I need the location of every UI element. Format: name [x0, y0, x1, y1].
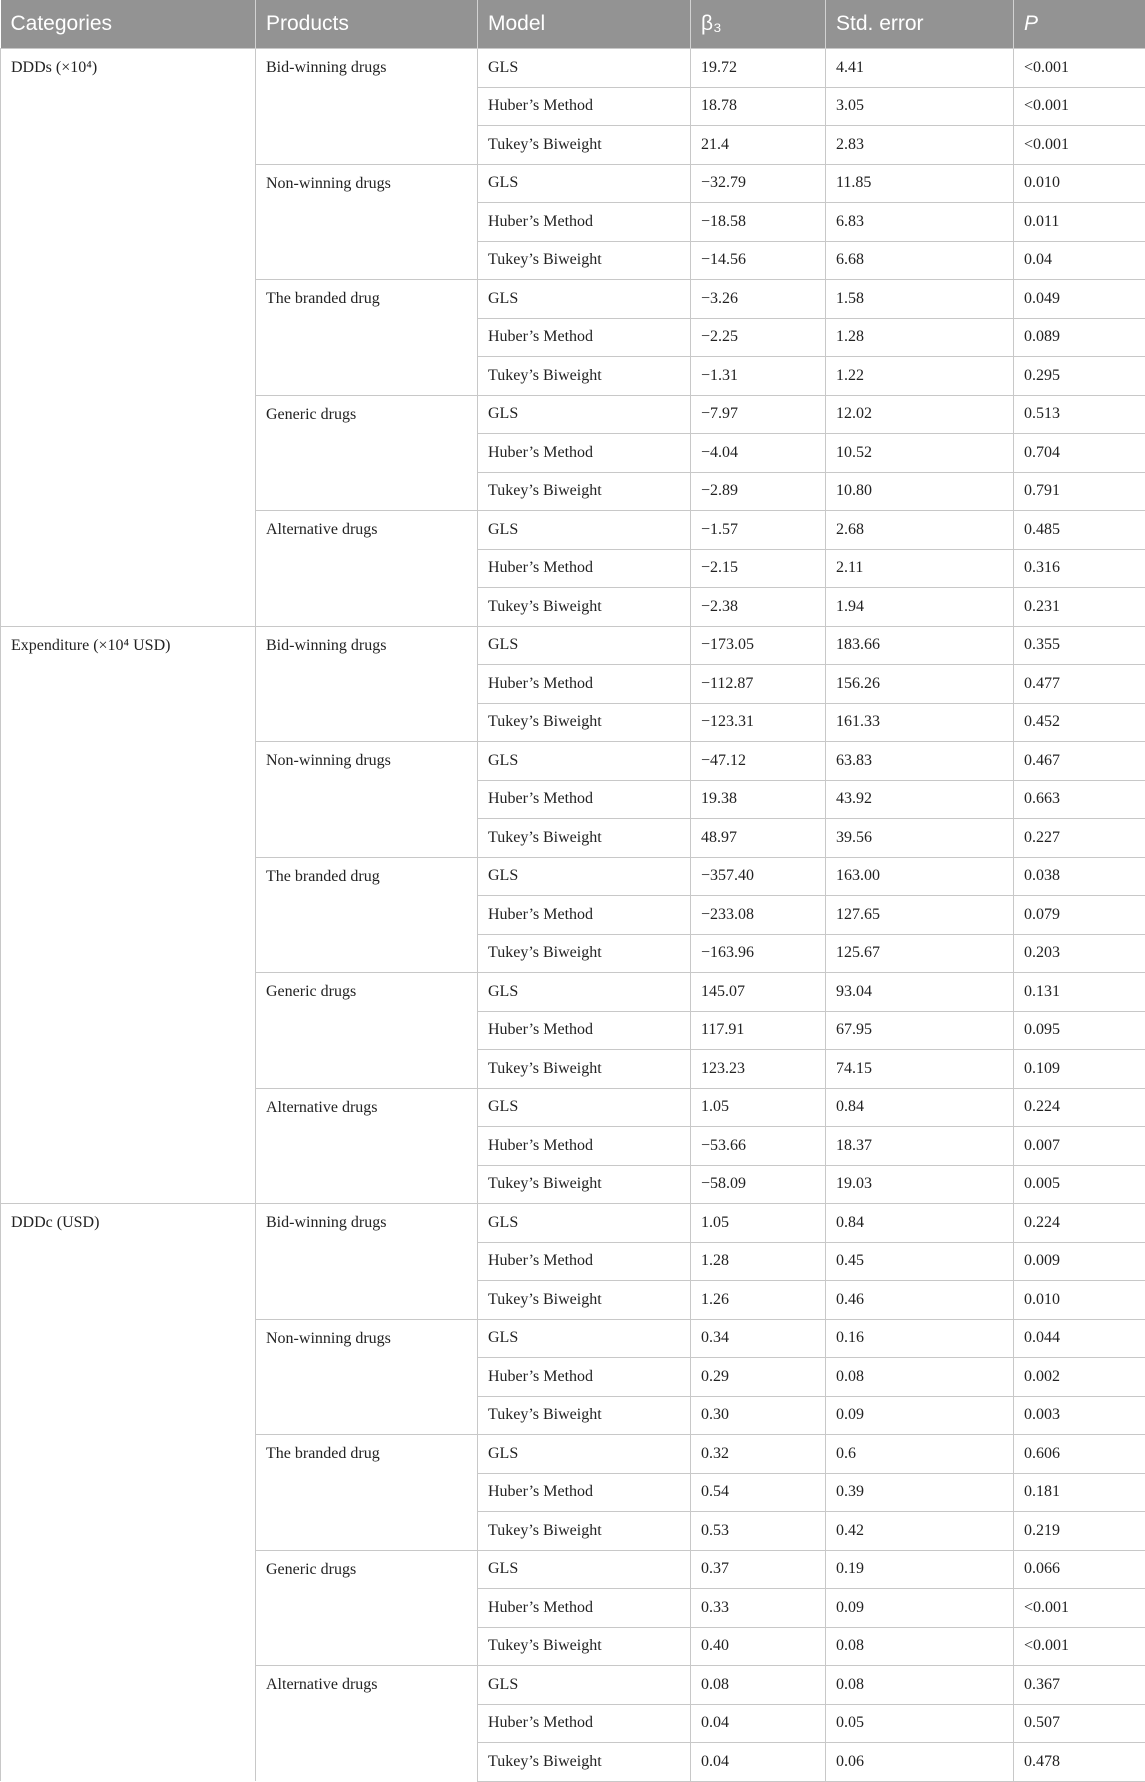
std-error-cell: 0.19: [826, 1550, 1014, 1589]
model-cell: Huber’s Method: [478, 87, 691, 126]
p-value-cell: 0.010: [1014, 1281, 1145, 1320]
p-value-cell: 0.04: [1014, 241, 1145, 280]
beta-cell: −2.38: [691, 588, 826, 627]
beta-cell: 0.29: [691, 1358, 826, 1397]
beta-cell: 1.28: [691, 1242, 826, 1281]
model-cell: GLS: [478, 1204, 691, 1243]
std-error-cell: 10.52: [826, 434, 1014, 473]
header-std-error: Std. error: [826, 0, 1014, 49]
std-error-cell: 0.6: [826, 1435, 1014, 1474]
std-error-cell: 18.37: [826, 1127, 1014, 1166]
p-value-cell: 0.224: [1014, 1088, 1145, 1127]
p-value-cell: 0.507: [1014, 1704, 1145, 1743]
std-error-cell: 163.00: [826, 857, 1014, 896]
product-cell: The branded drug: [256, 280, 478, 396]
model-cell: Tukey’s Biweight: [478, 1165, 691, 1204]
product-cell: Generic drugs: [256, 1550, 478, 1666]
beta-cell: 0.08: [691, 1666, 826, 1705]
p-value-cell: 0.513: [1014, 395, 1145, 434]
beta-cell: −53.66: [691, 1127, 826, 1166]
beta-cell: 0.54: [691, 1473, 826, 1512]
category-cell: Expenditure (×10⁴ USD): [1, 626, 256, 1204]
std-error-cell: 6.68: [826, 241, 1014, 280]
beta-cell: 21.4: [691, 126, 826, 165]
std-error-cell: 0.09: [826, 1396, 1014, 1435]
p-value-cell: <0.001: [1014, 1627, 1145, 1666]
model-cell: Huber’s Method: [478, 1704, 691, 1743]
model-cell: GLS: [478, 973, 691, 1012]
p-value-cell: 0.219: [1014, 1512, 1145, 1551]
std-error-cell: 19.03: [826, 1165, 1014, 1204]
std-error-cell: 1.94: [826, 588, 1014, 627]
product-cell: Non-winning drugs: [256, 164, 478, 280]
std-error-cell: 127.65: [826, 896, 1014, 935]
std-error-cell: 2.68: [826, 511, 1014, 550]
beta-cell: 18.78: [691, 87, 826, 126]
model-cell: GLS: [478, 1550, 691, 1589]
std-error-cell: 67.95: [826, 1011, 1014, 1050]
model-cell: Tukey’s Biweight: [478, 703, 691, 742]
p-value-cell: 0.477: [1014, 665, 1145, 704]
model-cell: Huber’s Method: [478, 1589, 691, 1628]
beta-cell: 48.97: [691, 819, 826, 858]
beta-cell: −7.97: [691, 395, 826, 434]
header-p-value: P: [1014, 0, 1145, 49]
product-cell: Bid-winning drugs: [256, 1204, 478, 1320]
model-cell: Huber’s Method: [478, 434, 691, 473]
model-cell: GLS: [478, 857, 691, 896]
p-value-cell: 0.452: [1014, 703, 1145, 742]
std-error-cell: 0.16: [826, 1319, 1014, 1358]
model-cell: Huber’s Method: [478, 896, 691, 935]
std-error-cell: 0.45: [826, 1242, 1014, 1281]
std-error-cell: 12.02: [826, 395, 1014, 434]
beta-cell: −163.96: [691, 934, 826, 973]
p-value-cell: 0.704: [1014, 434, 1145, 473]
p-value-cell: 0.005: [1014, 1165, 1145, 1204]
product-cell: Bid-winning drugs: [256, 49, 478, 165]
product-cell: Non-winning drugs: [256, 742, 478, 858]
p-value-cell: <0.001: [1014, 1589, 1145, 1628]
std-error-cell: 0.42: [826, 1512, 1014, 1551]
table-header: [1, 0, 1145, 49]
std-error-cell: 74.15: [826, 1050, 1014, 1089]
p-value-cell: 0.485: [1014, 511, 1145, 550]
std-error-cell: 156.26: [826, 665, 1014, 704]
beta-cell: 1.26: [691, 1281, 826, 1320]
beta-cell: −3.26: [691, 280, 826, 319]
beta-cell: 117.91: [691, 1011, 826, 1050]
beta-cell: −58.09: [691, 1165, 826, 1204]
product-cell: The branded drug: [256, 1435, 478, 1551]
model-cell: Huber’s Method: [478, 1011, 691, 1050]
beta-cell: 0.37: [691, 1550, 826, 1589]
p-value-cell: 0.467: [1014, 742, 1145, 781]
std-error-cell: 161.33: [826, 703, 1014, 742]
model-cell: GLS: [478, 626, 691, 665]
p-value-cell: 0.478: [1014, 1743, 1145, 1782]
model-cell: Tukey’s Biweight: [478, 934, 691, 973]
beta-cell: −14.56: [691, 241, 826, 280]
beta-cell: 0.34: [691, 1319, 826, 1358]
beta-cell: 0.04: [691, 1704, 826, 1743]
std-error-cell: 39.56: [826, 819, 1014, 858]
model-cell: Tukey’s Biweight: [478, 1743, 691, 1782]
product-cell: Non-winning drugs: [256, 1319, 478, 1435]
std-error-cell: 0.06: [826, 1743, 1014, 1782]
beta-cell: 19.72: [691, 49, 826, 88]
std-error-cell: 0.46: [826, 1281, 1014, 1320]
beta-cell: 0.04: [691, 1743, 826, 1782]
model-cell: Tukey’s Biweight: [478, 1627, 691, 1666]
p-value-cell: 0.181: [1014, 1473, 1145, 1512]
model-cell: Huber’s Method: [478, 665, 691, 704]
p-value-cell: 0.010: [1014, 164, 1145, 203]
model-cell: Tukey’s Biweight: [478, 588, 691, 627]
p-value-cell: 0.079: [1014, 896, 1145, 935]
beta-cell: 0.53: [691, 1512, 826, 1551]
std-error-cell: 183.66: [826, 626, 1014, 665]
model-cell: Huber’s Method: [478, 318, 691, 357]
std-error-cell: 2.83: [826, 126, 1014, 165]
model-cell: Huber’s Method: [478, 1358, 691, 1397]
model-cell: GLS: [478, 395, 691, 434]
product-cell: Bid-winning drugs: [256, 626, 478, 742]
beta-cell: 1.05: [691, 1088, 826, 1127]
beta-cell: −2.89: [691, 472, 826, 511]
product-cell: Generic drugs: [256, 395, 478, 511]
std-error-cell: 0.08: [826, 1666, 1014, 1705]
header-row: [1, 0, 1145, 49]
model-cell: Tukey’s Biweight: [478, 1050, 691, 1089]
std-error-cell: 10.80: [826, 472, 1014, 511]
p-value-cell: 0.231: [1014, 588, 1145, 627]
p-value-cell: 0.316: [1014, 549, 1145, 588]
beta-cell: −123.31: [691, 703, 826, 742]
p-value-cell: 0.044: [1014, 1319, 1145, 1358]
beta-cell: −32.79: [691, 164, 826, 203]
std-error-cell: 93.04: [826, 973, 1014, 1012]
model-cell: Huber’s Method: [478, 780, 691, 819]
p-value-cell: <0.001: [1014, 87, 1145, 126]
category-cell: DDDc (USD): [1, 1204, 256, 1782]
p-value-cell: 0.007: [1014, 1127, 1145, 1166]
p-value-cell: 0.224: [1014, 1204, 1145, 1243]
std-error-cell: 43.92: [826, 780, 1014, 819]
p-value-cell: 0.003: [1014, 1396, 1145, 1435]
p-value-cell: <0.001: [1014, 126, 1145, 165]
model-cell: Tukey’s Biweight: [478, 819, 691, 858]
table-row: [1, 626, 1145, 665]
product-cell: Alternative drugs: [256, 1088, 478, 1204]
product-cell: Alternative drugs: [256, 511, 478, 627]
beta-cell: 1.05: [691, 1204, 826, 1243]
product-cell: The branded drug: [256, 857, 478, 973]
model-cell: GLS: [478, 1088, 691, 1127]
model-cell: Huber’s Method: [478, 203, 691, 242]
category-cell: DDDs (×10⁴): [1, 49, 256, 627]
std-error-cell: 63.83: [826, 742, 1014, 781]
model-cell: GLS: [478, 1666, 691, 1705]
model-cell: Tukey’s Biweight: [478, 1512, 691, 1551]
std-error-cell: 6.83: [826, 203, 1014, 242]
table-row: [1, 1204, 1145, 1243]
model-cell: Tukey’s Biweight: [478, 1281, 691, 1320]
product-cell: Generic drugs: [256, 973, 478, 1089]
std-error-cell: 125.67: [826, 934, 1014, 973]
p-value-cell: 0.295: [1014, 357, 1145, 396]
std-error-cell: 0.08: [826, 1627, 1014, 1666]
p-value-cell: 0.227: [1014, 819, 1145, 858]
beta-cell: −112.87: [691, 665, 826, 704]
header-products: Products: [256, 0, 478, 49]
table-row: [1, 49, 1145, 88]
p-value-cell: 0.355: [1014, 626, 1145, 665]
beta-cell: −2.15: [691, 549, 826, 588]
model-cell: GLS: [478, 49, 691, 88]
beta-cell: −18.58: [691, 203, 826, 242]
beta-cell: 0.33: [691, 1589, 826, 1628]
p-value-cell: 0.203: [1014, 934, 1145, 973]
header-beta: β₃: [691, 0, 826, 49]
table-body: [1, 49, 1145, 1782]
beta-cell: 19.38: [691, 780, 826, 819]
model-cell: Huber’s Method: [478, 1473, 691, 1512]
std-error-cell: 2.11: [826, 549, 1014, 588]
p-value-cell: 0.049: [1014, 280, 1145, 319]
std-error-cell: 11.85: [826, 164, 1014, 203]
beta-cell: −2.25: [691, 318, 826, 357]
p-value-cell: 0.011: [1014, 203, 1145, 242]
std-error-cell: 0.09: [826, 1589, 1014, 1628]
std-error-cell: 1.58: [826, 280, 1014, 319]
p-value-cell: 0.002: [1014, 1358, 1145, 1397]
model-cell: Huber’s Method: [478, 1127, 691, 1166]
beta-cell: −233.08: [691, 896, 826, 935]
model-cell: Huber’s Method: [478, 1242, 691, 1281]
p-value-cell: 0.109: [1014, 1050, 1145, 1089]
header-model: Model: [478, 0, 691, 49]
beta-cell: −357.40: [691, 857, 826, 896]
std-error-cell: 0.84: [826, 1204, 1014, 1243]
model-cell: GLS: [478, 742, 691, 781]
model-cell: Tukey’s Biweight: [478, 472, 691, 511]
p-value-cell: 0.066: [1014, 1550, 1145, 1589]
std-error-cell: 0.39: [826, 1473, 1014, 1512]
model-cell: GLS: [478, 1435, 691, 1474]
model-cell: Huber’s Method: [478, 549, 691, 588]
beta-cell: 145.07: [691, 973, 826, 1012]
beta-cell: −4.04: [691, 434, 826, 473]
p-value-cell: <0.001: [1014, 49, 1145, 88]
p-value-cell: 0.131: [1014, 973, 1145, 1012]
model-cell: Tukey’s Biweight: [478, 241, 691, 280]
p-value-cell: 0.367: [1014, 1666, 1145, 1705]
beta-cell: 0.40: [691, 1627, 826, 1666]
std-error-cell: 0.84: [826, 1088, 1014, 1127]
std-error-cell: 3.05: [826, 87, 1014, 126]
p-value-cell: 0.791: [1014, 472, 1145, 511]
header-categories: Categories: [1, 0, 256, 49]
model-cell: GLS: [478, 511, 691, 550]
beta-cell: 0.32: [691, 1435, 826, 1474]
beta-cell: −1.57: [691, 511, 826, 550]
p-value-cell: 0.089: [1014, 318, 1145, 357]
p-value-cell: 0.038: [1014, 857, 1145, 896]
model-cell: Tukey’s Biweight: [478, 126, 691, 165]
std-error-cell: 1.28: [826, 318, 1014, 357]
std-error-cell: 0.08: [826, 1358, 1014, 1397]
beta-cell: −1.31: [691, 357, 826, 396]
std-error-cell: 1.22: [826, 357, 1014, 396]
model-cell: Tukey’s Biweight: [478, 1396, 691, 1435]
beta-cell: 0.30: [691, 1396, 826, 1435]
model-cell: GLS: [478, 280, 691, 319]
p-value-cell: 0.606: [1014, 1435, 1145, 1474]
beta-cell: 123.23: [691, 1050, 826, 1089]
model-cell: Tukey’s Biweight: [478, 357, 691, 396]
beta-cell: −47.12: [691, 742, 826, 781]
model-cell: GLS: [478, 164, 691, 203]
product-cell: Alternative drugs: [256, 1666, 478, 1782]
std-error-cell: 4.41: [826, 49, 1014, 88]
p-value-cell: 0.095: [1014, 1011, 1145, 1050]
p-value-cell: 0.663: [1014, 780, 1145, 819]
model-cell: GLS: [478, 1319, 691, 1358]
p-value-cell: 0.009: [1014, 1242, 1145, 1281]
std-error-cell: 0.05: [826, 1704, 1014, 1743]
beta-cell: −173.05: [691, 626, 826, 665]
